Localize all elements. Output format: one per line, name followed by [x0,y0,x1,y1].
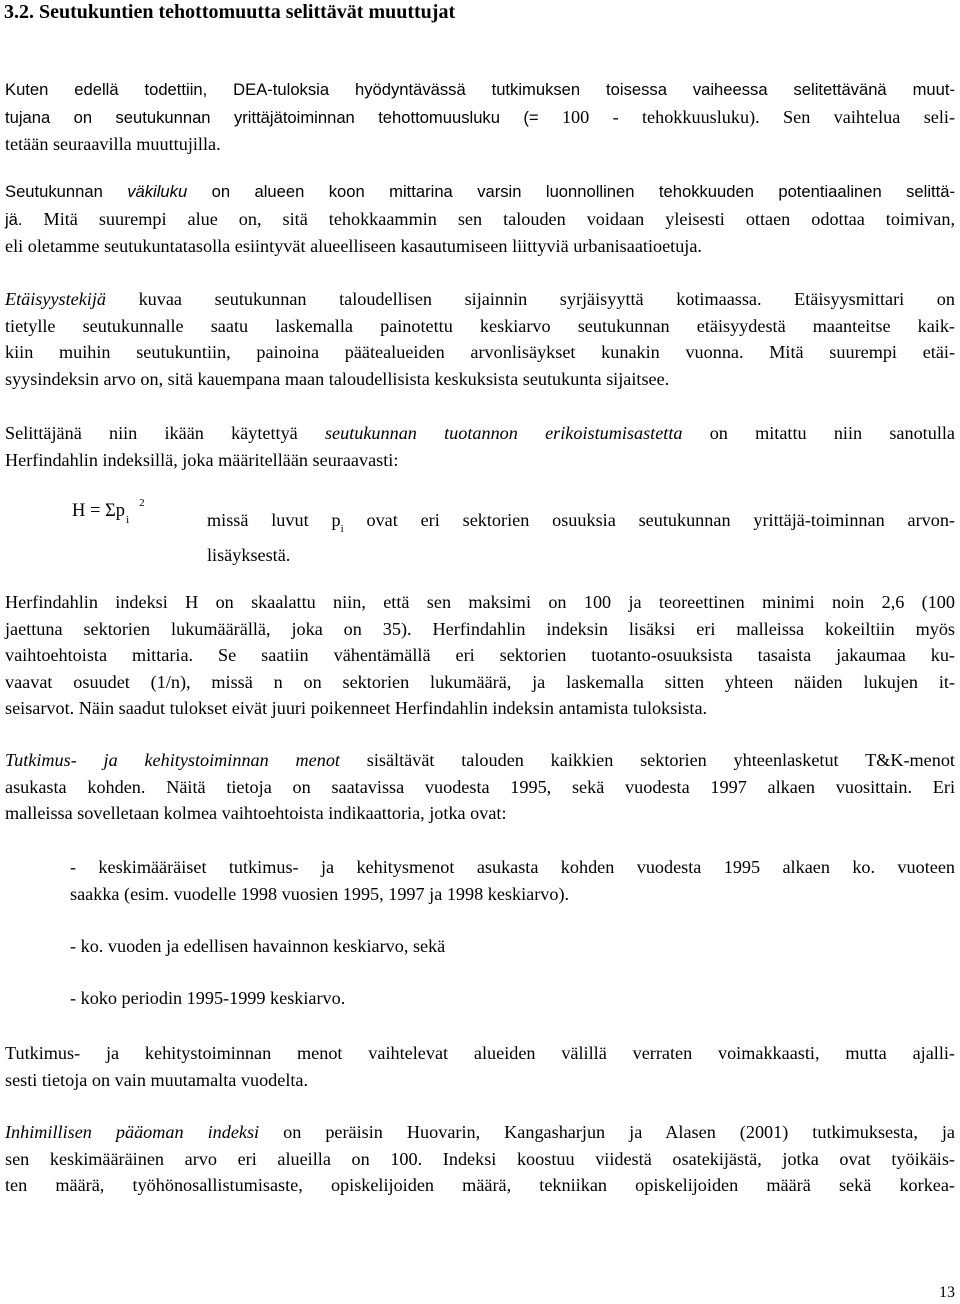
text-segment: Selittäjänä niin ikään käytettyä [5,423,325,443]
section-heading: 3.2. Seutukuntien tehottomuutta selittävät muuttujat [4,1,456,23]
text-segment: Seutukunnan [5,182,128,201]
text-line: Herfindahlin indeksi H on skaalattu niin, että sen maksimi on 100 ja teoreettinen minimi noin 2,6 (100 [5,592,955,612]
paragraph-distance [5,286,955,392]
formula-superscript: 2 [139,497,145,509]
text-segment: on mitattu niin sanotulla [682,423,955,443]
text-line [207,504,955,539]
text-segment: on peräisin Huovarin, Kangasharjun ja Alasen (2001) tutkimuksesta, ja [259,1122,956,1142]
text-line: sen keskimääräinen arvo eri alueilla on 100. Indeksi koostuu viidestä osatekijästä, jotka ovat työikäis- [5,1148,955,1169]
text-line: lisäyksestä. [207,545,291,565]
text-line: - koko periodin 1995-1999 keskiarvo. [70,988,346,1008]
list-item [70,854,955,907]
text-line: seisarvot. Näin saadut tulokset eivät juuri poikenneet Herfindahlin indeksin antamista tuloksista. [5,698,708,718]
text-line: eli oletamme seutukuntatasolla esiintyvät alueelliseen kasautumiseen liittyviä urbanisaatioetuja. [5,236,702,256]
text-line [5,747,955,774]
text-line: Tutkimus- ja kehitystoiminnan menot vaihtelevat alueiden välillä verraten voimakkaasti, mutta ajalli- [5,1043,955,1063]
italic-term: väkiluku [127,182,188,201]
text-segment: tujana on seutukunnan yrittäjätoiminnan tehottomuusluku (= [5,107,539,127]
formula-description [207,504,955,571]
paragraph-rd [5,747,955,827]
paragraph-rd-variation [5,1040,955,1093]
text-segment: 100 - tehokkuusluku). Sen vaihtelua seli- [538,106,956,127]
text-line: sesti tietoja on vain muutamalta vuodelta. [5,1069,309,1090]
italic-term: Tutkimus- ja kehitystoiminnan menot [5,750,340,770]
text-line: tetään seuraavilla muuttujilla. [5,134,221,154]
text-line: ten määrä, työhönosallistumisaste, opiskelijoiden määrä, tekniikan opiskelijoiden määrä sekä korkea- [5,1175,955,1195]
text-segment: on alueen koon mittarina varsin luonnollinen tehokkuuden potentiaalinen selittä- [187,182,955,201]
text-line [5,104,955,132]
paragraph-human-capital [5,1119,955,1199]
text-line: asukasta kohden. Näitä tietoja on saatavissa vuodesta 1995, sekä vuodesta 1997 alkaen vuosittain. Eri [5,776,955,797]
text-line: vaihtoehtoista mittaria. Se saatiin vähentämällä eri sektorien tuotanto-osuuksista tasaista jakaumaa ku- [5,645,955,665]
formula-subscript: i [340,523,344,535]
list-item [70,985,955,1012]
formula-subscript: i [126,514,130,526]
text-line: tietylle seutukunnalle saatu laskemalla painotettu keskiarvo seutukunnan etäisyydestä maanteitse kaik- [5,315,955,336]
text-line: - ko. vuoden ja edellisen havainnon keskiarvo, sekä [70,936,446,956]
paragraph-intro [5,77,955,158]
text-segment: sisältävät talouden kaikkien sektorien yhteenlasketut T&K-menot [339,750,955,770]
text-line: malleissa sovelletaan kolmea vaihtoehtoista indikaattoria, jotka ovat: [5,803,507,823]
text-segment: jä. [5,209,23,229]
paragraph-population [5,179,955,260]
text-line: saakka (esim. vuodelle 1998 vuosien 1995, 1997 ja 1998 keskiarvo). [70,883,570,904]
italic-term: seutukunnan tuotannon erikoistumisastetta [324,423,683,443]
text-line [5,206,955,234]
text-line [5,1119,955,1146]
herfindahl-formula [72,498,145,526]
text-line [5,286,955,313]
text-line: Kuten edellä todettiin, DEA-tuloksia hyödyntävässä tutkimuksen toisessa vaiheessa selitettävänä muut- [5,80,955,99]
list-item [70,933,955,960]
text-segment: Mitä suurempi alue on, sitä tehokkaammin sen talouden voidaan yleisesti ottaen odottaa toimivan, [22,208,955,229]
text-line: kiin muihin seutukuntiin, painoina päätealueiden arvonlisäykset kunakin vuonna. Mitä suurempi etäi- [5,342,955,362]
text-segment: kuvaa seutukunnan taloudellisen sijainnin syrjäisyyttä kotimaassa. Etäisyysmittari on [106,289,955,309]
text-line [5,420,955,447]
text-line: syysindeksin arvo on, sitä kauempana maan taloudellisista keskuksista seutukunta sijaitsee. [5,368,670,389]
text-line: jaettuna sektorien lukumäärällä, joka on 35). Herfindahlin indeksin lisäksi eri malleissa kokeiltiin myös [5,618,955,639]
text-segment: missä luvut p [207,510,341,530]
text-line: vaavat osuudet (1/n), missä n on sektorien lukumäärä, ja laskemalla sitten yhteen näiden lukujen it- [5,671,955,692]
page-number: 13 [939,1284,955,1301]
paragraph-herfindahl [5,589,955,722]
paragraph-specialisation [5,420,955,473]
italic-term: Inhimillisen pääoman indeksi [5,1122,260,1142]
text-segment: ovat eri sektorien osuuksia seutukunnan yrittäjä-toiminnan arvon- [343,510,955,530]
text-line [5,179,955,206]
text-line: - keskimääräiset tutkimus- ja kehitysmenot asukasta kohden vuodesta 1995 alkaen ko. vuoteen [70,857,955,877]
text-line: Herfindahlin indeksillä, joka määritellään seuraavasti: [5,449,399,470]
italic-term: Etäisyystekijä [5,289,107,309]
formula-lhs: H = Σp [72,501,126,521]
